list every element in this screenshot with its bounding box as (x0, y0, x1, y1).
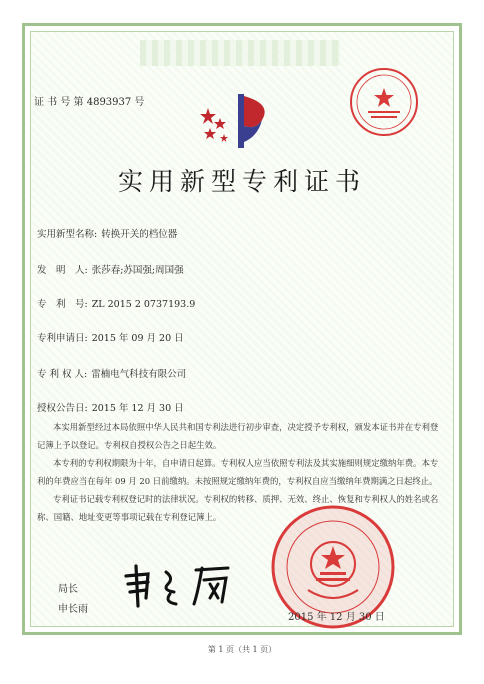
top-ornament (140, 40, 340, 66)
body-paragraph: 本实用新型经过本局依照中华人民共和国专利法进行初步审查，决定授予专利权，颁发本证书并在专利登记簿上予以登记。专利权自授权公告之日起生效。 (37, 422, 439, 450)
field-label: 专 利 号: (37, 299, 88, 310)
field-application-date (37, 330, 184, 344)
field-inventors (37, 262, 184, 276)
field-label: 实用新型名称: (37, 229, 98, 240)
field-label: 专 利 权 人: (37, 369, 88, 380)
seal-date: 2015 年 12 月 30 日 (288, 612, 385, 623)
field-patentee (37, 366, 186, 380)
signer-title: 局长 (58, 584, 78, 595)
sipo-logo-icon (200, 90, 280, 152)
field-value: 2015 年 12 月 30 日 (91, 403, 184, 414)
body-paragraph: 专利证书记载专利权登记时的法律状况。专利权的转移、质押、无效、终止、恢复和专利权人的姓名或名称、国籍、地址变更等事项记载在专利登记簿上。 (37, 494, 439, 522)
field-value: 2015 年 09 月 20 日 (91, 333, 184, 344)
agency-stamp-icon (348, 66, 420, 138)
body-paragraph: 本专利的专利权期限为十年，自申请日起算。专利权人应当依照专利法及其实施细则规定缴纳年费。本专利的年费应当在每年 09 月 20 日前缴纳。未按照规定缴纳年费的，专利权自应当缴纳年费期满之日起终止。 (37, 458, 439, 486)
signer-name: 申长雨 (58, 604, 88, 615)
field-value: ZL 2015 2 0737193.9 (91, 299, 196, 310)
field-label: 发 明 人: (37, 265, 88, 276)
field-value: 张莎春;苏国强;周国强 (91, 265, 184, 276)
certificate-number: 证 书 号 第 4893937 号 (34, 97, 145, 108)
field-value: 转换开关的档位器 (101, 229, 178, 240)
page-footer: 第 1 页（共 1 页） (207, 645, 277, 654)
field-value: 雷楠电气科技有限公司 (91, 369, 187, 380)
certificate-title: 实用新型专利证书 (117, 167, 366, 196)
field-utility-model-name (37, 226, 177, 240)
field-label: 专利申请日: (37, 333, 88, 344)
handwritten-signature-icon (118, 562, 248, 610)
field-grant-date (37, 400, 184, 414)
field-label: 授权公告日: (37, 403, 88, 414)
field-patent-number (37, 296, 195, 310)
